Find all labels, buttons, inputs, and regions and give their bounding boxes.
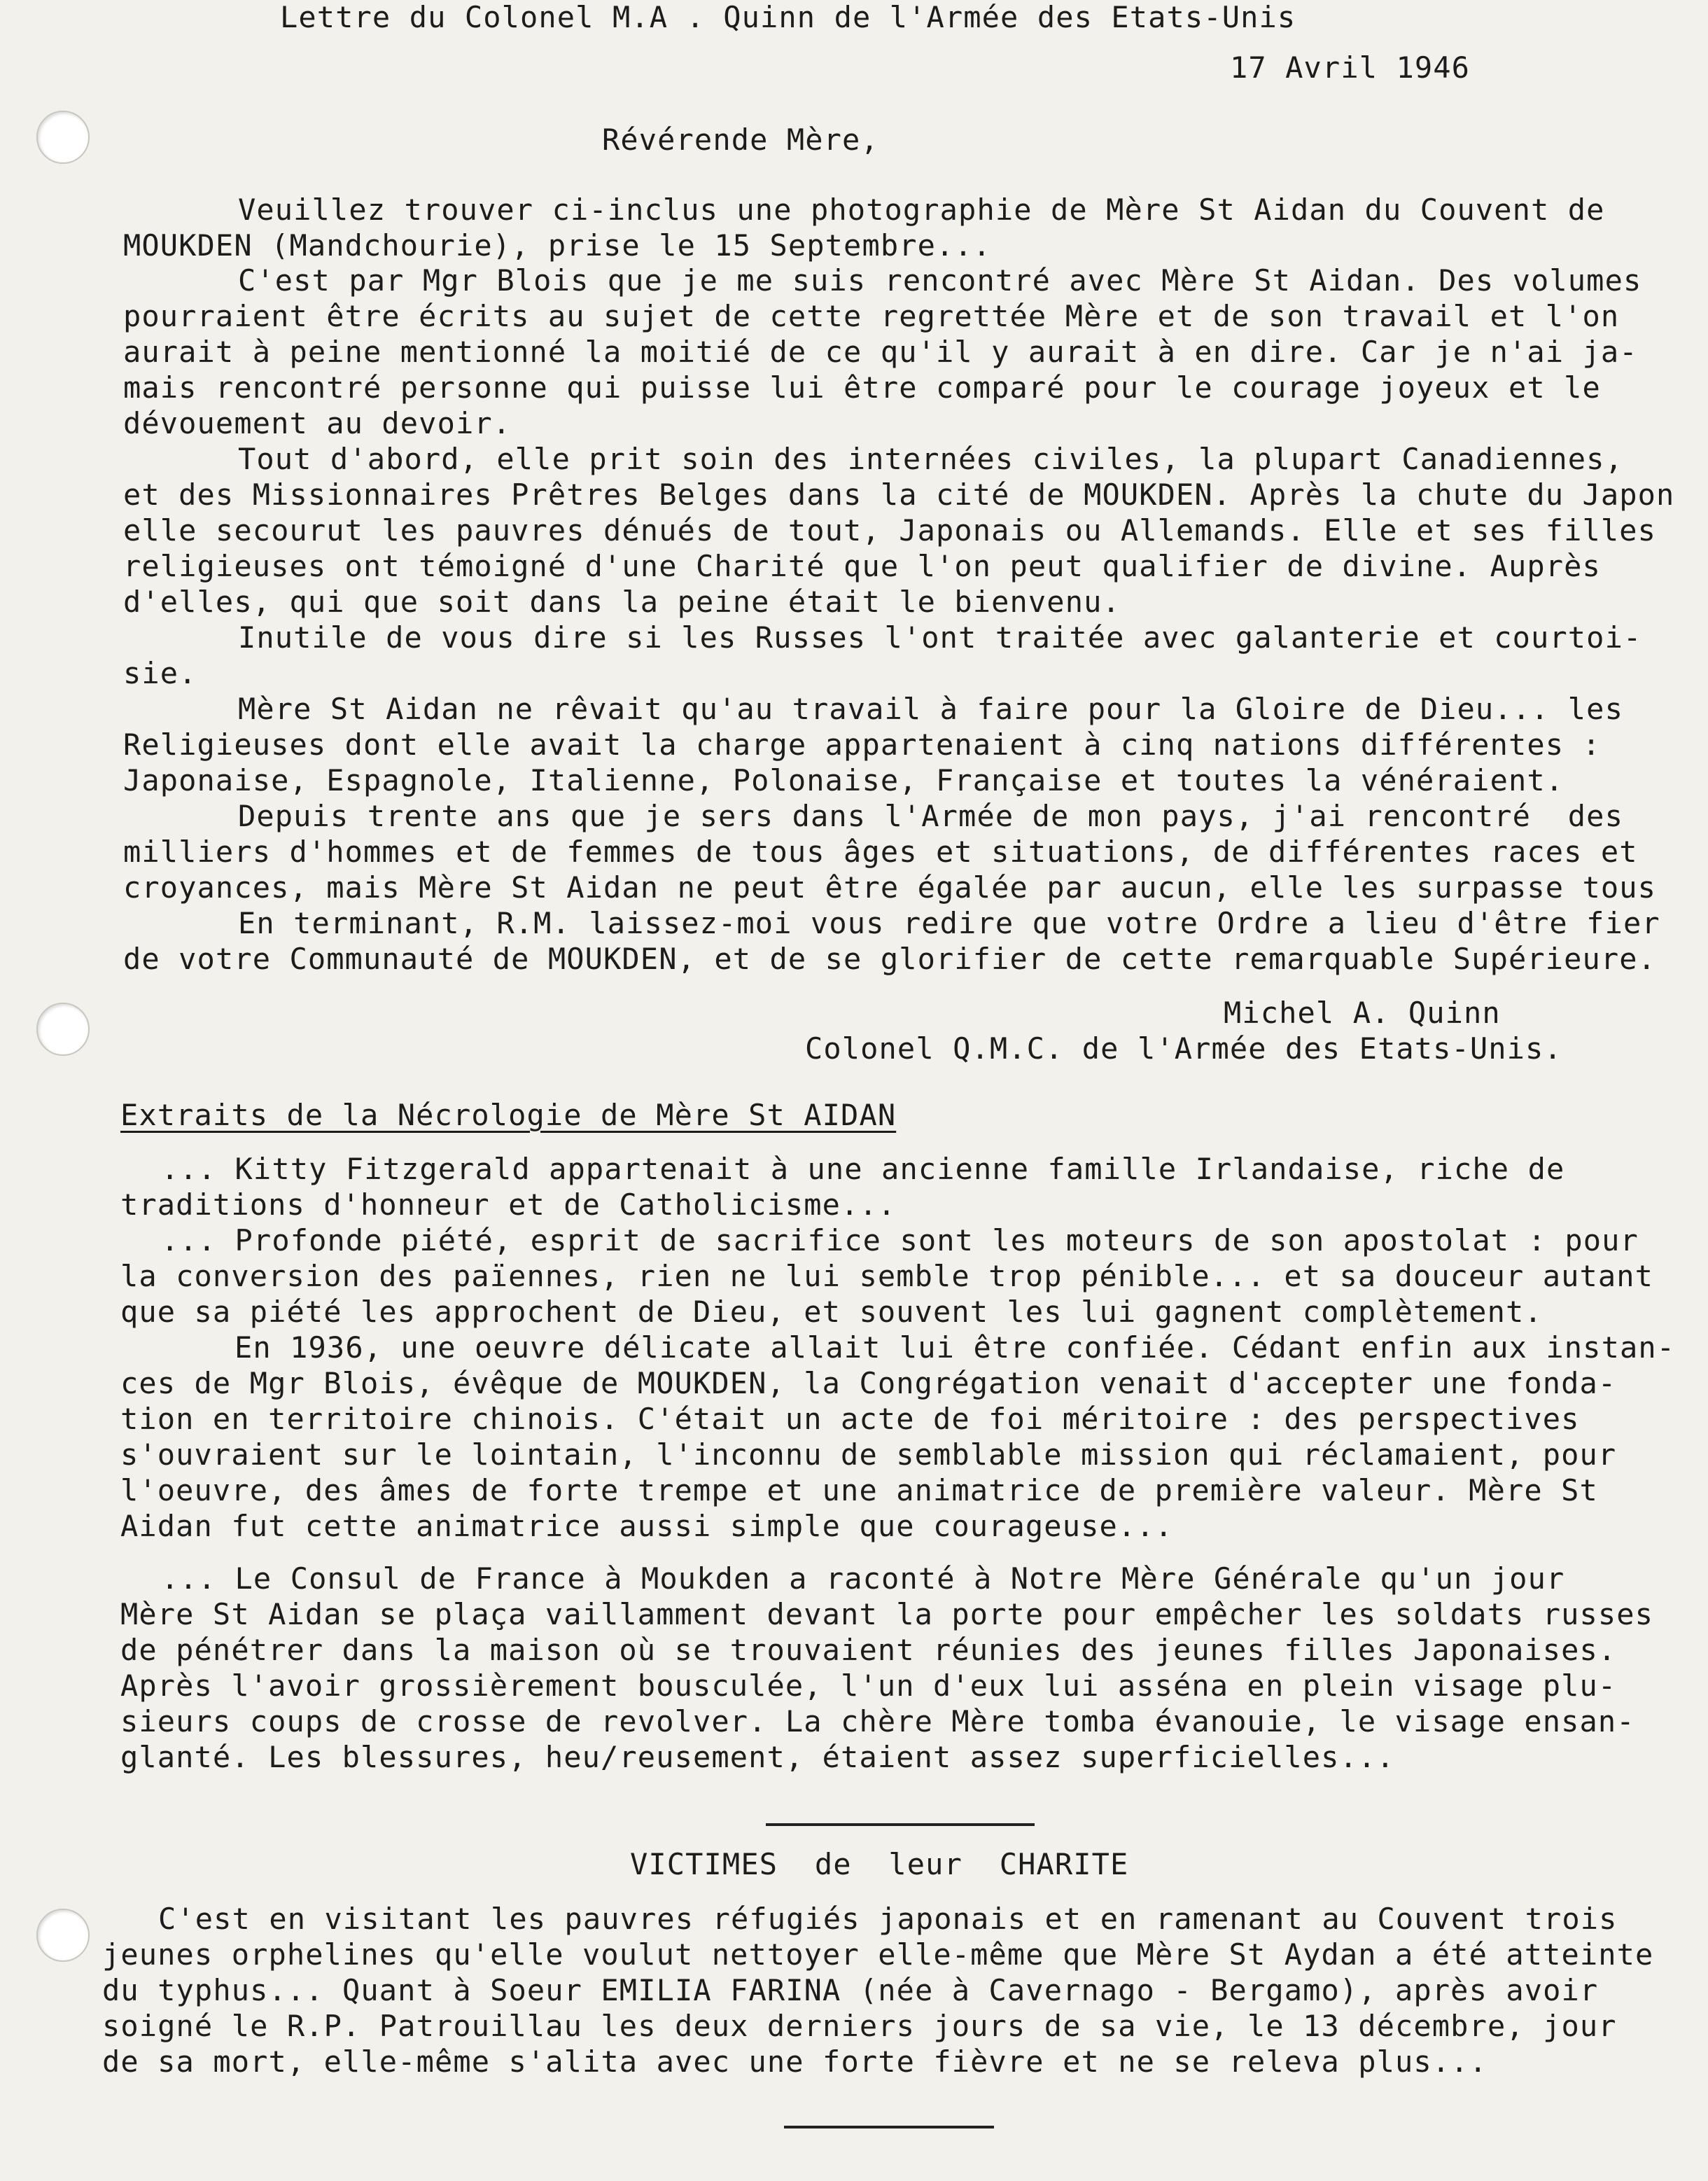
letter-line: croyances, mais Mère St Aidan ne peut être égalée par aucun, elle les surpasse tous [123, 870, 1657, 905]
necrologie-line: tion en territoire chinois. C'était un acte de foi méritoire : des perspectives [120, 1402, 1580, 1436]
victimes-line: du typhus... Quant à Soeur EMILIA FARINA (née à Cavernago - Bergamo), après avoir [102, 1973, 1599, 2007]
victimes-line: C'est en visitant les pauvres réfugiés japonais et en ramenant au Couvent trois [158, 1902, 1618, 1936]
punch-hole [36, 111, 90, 164]
letter-line: elle secourut les pauvres dénués de tout, Japonais ou Allemands. Elle et ses filles [123, 513, 1657, 548]
letter-line: Mère St Aidan ne rêvait qu'au travail à faire pour la Gloire de Dieu... les [238, 692, 1623, 726]
punch-hole [36, 1909, 90, 1962]
letter-line: Depuis trente ans que je sers dans l'Armée de mon pays, j'ai rencontré des [238, 799, 1623, 833]
letter-line: aurait à peine mentionné la moitié de ce qu'il y aurait à en dire. Car je n'ai ja- [123, 335, 1638, 369]
necrologie-line: ... Kitty Fitzgerald appartenait à une ancienne famille Irlandaise, riche de [161, 1152, 1565, 1186]
signature-title: Colonel Q.M.C. de l'Armée des Etats-Unis. [805, 1031, 1562, 1066]
victimes-line: jeunes orphelines qu'elle voulut nettoyer elle-même que Mère St Aydan a été atteinte [102, 1937, 1654, 1972]
letter-line: Religieuses dont elle avait la charge appartenaient à cinq nations différentes : [123, 727, 1601, 762]
letter-line: religieuses ont témoigné d'une Charité que l'on peut qualifier de divine. Auprès [123, 549, 1601, 583]
letter-header: Lettre du Colonel M.A . Quinn de l'Armée des Etats-Unis [280, 0, 1296, 34]
letter-line: dévouement au devoir. [123, 406, 512, 440]
necrologie-line: traditions d'honneur et de Catholicisme... [120, 1187, 897, 1222]
necrologie-line: ces de Mgr Blois, évêque de MOUKDEN, la Congrégation venait d'accepter une fonda- [120, 1366, 1617, 1400]
necrologie-line: Après l'avoir grossièrement bousculée, l'un d'eux lui asséna en plein visage plu- [120, 1668, 1617, 1703]
necrologie-line: ... Le Consul de France à Moukden a raconté à Notre Mère Générale qu'un jour [161, 1561, 1565, 1596]
necrologie-line: de pénétrer dans la maison où se trouvaient réunies des jeunes filles Japonaises. [120, 1633, 1617, 1667]
divider-rule [784, 2126, 994, 2128]
salutation: Révérende Mère, [602, 123, 879, 157]
necrologie-line: l'oeuvre, des âmes de forte trempe et une animatrice de première valeur. Mère St [120, 1473, 1598, 1507]
section-heading-victimes: VICTIMES de leur CHARITE [630, 1847, 1129, 1881]
punch-hole [36, 1003, 90, 1056]
letter-date: 17 Avril 1946 [1230, 50, 1471, 85]
letter-line: C'est par Mgr Blois que je me suis rencontré avec Mère St Aidan. Des volumes [238, 263, 1642, 298]
letter-line: milliers d'hommes et de femmes de tous âges et situations, de différentes races et [123, 835, 1638, 869]
divider-rule [766, 1823, 1035, 1826]
necrologie-line: En 1936, une oeuvre délicate allait lui être confiée. Cédant enfin aux instan- [234, 1330, 1676, 1365]
letter-line: de votre Communauté de MOUKDEN, et de se glorifier de cette remarquable Supérieure. [123, 942, 1657, 976]
letter-line: pourraient être écrits au sujet de cette regrettée Mère et de son travail et l'on [123, 299, 1620, 333]
letter-line: MOUKDEN (Mandchourie), prise le 15 Septembre... [123, 228, 992, 263]
necrologie-line: Mère St Aidan se plaça vaillamment devant la porte pour empêcher les soldats russes [120, 1597, 1654, 1631]
necrologie-line: que sa piété les approchent de Dieu, et souvent les lui gagnent complètement. [120, 1295, 1543, 1329]
necrologie-line: s'ouvraient sur le lointain, l'inconnu de semblable mission qui réclamaient, pour [120, 1437, 1617, 1472]
letter-line: mais rencontré personne qui puisse lui être comparé pour le courage joyeux et le [123, 370, 1601, 405]
letter-line: Japonaise, Espagnole, Italienne, Polonaise, Française et toutes la vénéraient. [123, 763, 1564, 797]
necrologie-line: sieurs coups de crosse de revolver. La chère Mère tomba évanouie, le visage ensan- [120, 1704, 1635, 1738]
necrologie-line: ... Profonde piété, esprit de sacrifice sont les moteurs de son apostolat : pour [161, 1223, 1639, 1257]
signature-name: Michel A. Quinn [1224, 996, 1501, 1030]
letter-line: Tout d'abord, elle prit soin des internées civiles, la plupart Canadiennes, [238, 442, 1623, 476]
letter-line: d'elles, qui que soit dans la peine était le bienvenu. [123, 585, 1121, 619]
necrologie-line: la conversion des païennes, rien ne lui semble trop pénible... et sa douceur autant [120, 1259, 1654, 1293]
victimes-line: soigné le R.P. Patrouillau les deux derniers jours de sa vie, le 13 décembre, jour [102, 2009, 1617, 2043]
section-heading-necrologie: Extraits de la Nécrologie de Mère St AIDAN [120, 1098, 897, 1132]
letter-line: Veuillez trouver ci-inclus une photographie de Mère St Aidan du Couvent de [238, 193, 1605, 227]
letter-line: sie. [123, 656, 197, 690]
necrologie-line: glanté. Les blessures, heu/reusement, étaient assez superficielles... [120, 1740, 1395, 1774]
letter-line: et des Missionnaires Prêtres Belges dans la cité de MOUKDEN. Après la chute du Japon [123, 478, 1675, 512]
necrologie-line: Aidan fut cette animatrice aussi simple que courageuse... [120, 1509, 1174, 1543]
letter-line: Inutile de vous dire si les Russes l'ont traitée avec galanterie et courtoi- [238, 620, 1642, 655]
letter-line: En terminant, R.M. laissez-moi vous redire que votre Ordre a lieu d'être fier [238, 906, 1660, 940]
victimes-line: de sa mort, elle-même s'alita avec une forte fièvre et ne se releva plus... [102, 2044, 1488, 2079]
